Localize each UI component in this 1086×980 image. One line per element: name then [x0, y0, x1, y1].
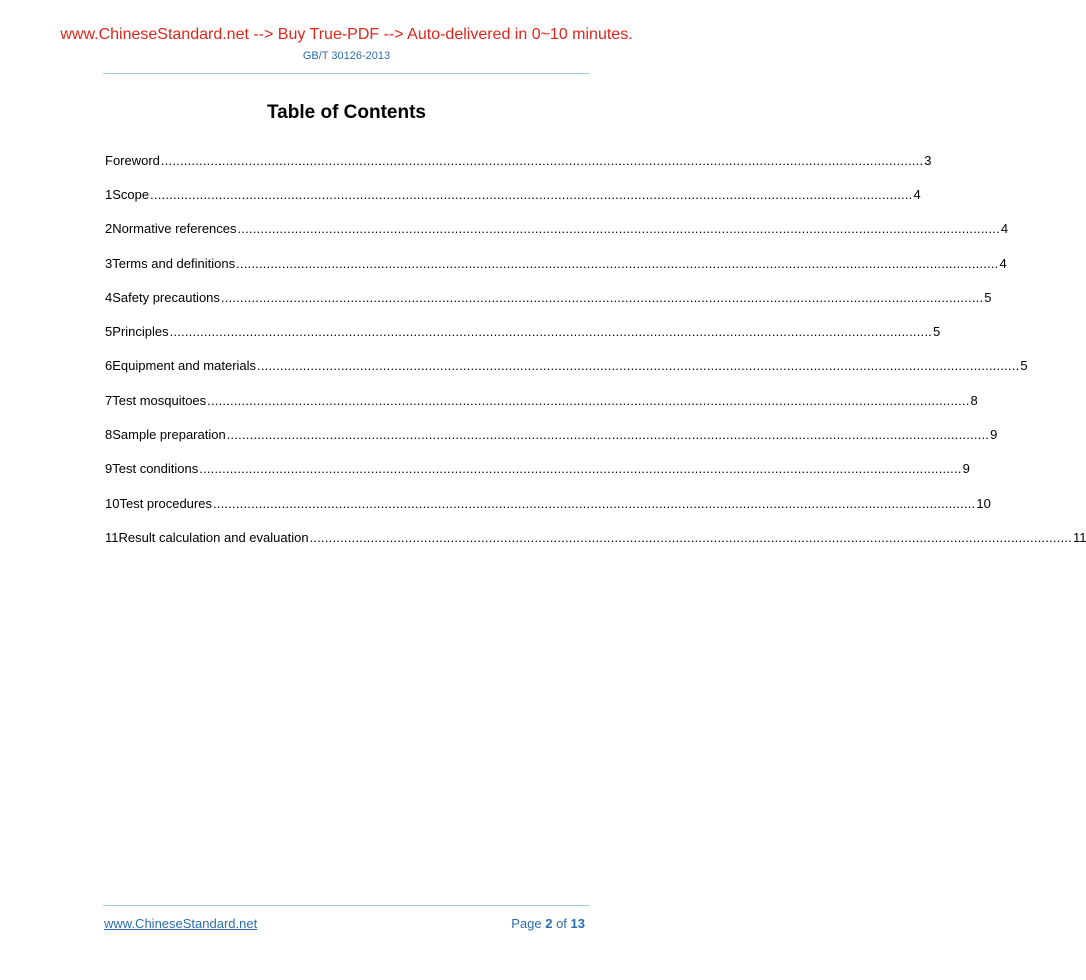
- toc-leader: ........................................................................................................................................................................................................: [309, 529, 1072, 545]
- toc-entry-test-procedures[interactable]: [105, 486, 991, 520]
- toc-entry-sample-preparation[interactable]: [105, 417, 998, 451]
- toc-leader: ........................................................................................................................................................................................................: [199, 461, 962, 477]
- footer-website-link[interactable]: www.ChineseStandard.net: [104, 916, 258, 931]
- toc-label: Test conditions: [112, 461, 199, 477]
- toc-label: Normative references: [112, 221, 237, 237]
- toc-entry-equipment-and-materials[interactable]: [105, 349, 1028, 383]
- toc-number: 10: [105, 495, 120, 511]
- page-of: of: [556, 916, 567, 931]
- toc-label: Scope: [112, 186, 150, 202]
- toc-entry-normative-references[interactable]: [105, 212, 1009, 246]
- toc-number: 3: [105, 255, 113, 271]
- toc-entry-test-conditions[interactable]: [105, 452, 970, 486]
- toc-page: 3: [924, 152, 932, 168]
- toc-leader: ........................................................................................................................................................................................................: [220, 289, 984, 305]
- toc-label: Equipment and materials: [112, 358, 257, 374]
- toc-leader: ........................................................................................................................................................................................................: [236, 255, 999, 271]
- toc-label: Foreword: [105, 152, 160, 168]
- toc-leader: ........................................................................................................................................................................................................: [160, 152, 924, 168]
- toc-entry-terms-and-definitions[interactable]: [105, 246, 1007, 280]
- toc-page: 4: [1000, 221, 1009, 237]
- toc-number: 8: [105, 427, 113, 443]
- header-banner[interactable]: www.ChineseStandard.net --> Buy True-PDF --> Auto-delivered in 0~10 minutes.: [60, 26, 633, 43]
- toc-page: 10: [976, 495, 991, 511]
- toc-number: 2: [105, 221, 113, 237]
- toc-entry-foreword[interactable]: [105, 143, 932, 177]
- toc-entry-principles[interactable]: [105, 314, 941, 348]
- toc-number: 5: [105, 324, 113, 340]
- page-total: 13: [570, 916, 585, 931]
- page-current: 2: [545, 916, 553, 931]
- toc-label: Test procedures: [119, 495, 212, 511]
- page-prefix: Page: [511, 916, 542, 931]
- toc-number: 7: [105, 392, 113, 408]
- toc-page: 5: [1020, 358, 1028, 374]
- table-of-contents: [105, 143, 1086, 555]
- toc-label: Test mosquitoes: [112, 392, 207, 408]
- toc-leader: ........................................................................................................................................................................................................: [237, 221, 1000, 237]
- toc-entry-scope[interactable]: [105, 177, 921, 211]
- toc-leader: ........................................................................................................................................................................................................: [257, 358, 1020, 374]
- toc-page: 11: [1072, 529, 1086, 545]
- toc-number: 9: [105, 461, 113, 477]
- toc-leader: ........................................................................................................................................................................................................: [226, 427, 990, 443]
- toc-label: Terms and definitions: [112, 255, 236, 271]
- document-number: GB/T 30126-2013: [302, 50, 391, 62]
- toc-page: 4: [913, 186, 921, 202]
- toc-entry-result-calculation-and-evaluation[interactable]: [105, 520, 1086, 554]
- footer-divider: [103, 905, 590, 906]
- toc-leader: ........................................................................................................................................................................................................: [169, 324, 932, 340]
- toc-page: 8: [970, 392, 978, 408]
- toc-leader: ........................................................................................................................................................................................................: [207, 392, 970, 408]
- toc-leader: ........................................................................................................................................................................................................: [150, 186, 913, 202]
- toc-label: Safety precautions: [112, 289, 220, 305]
- toc-number: 6: [105, 358, 113, 374]
- toc-label: Result calculation and evaluation: [118, 529, 309, 545]
- toc-number: 4: [105, 289, 113, 305]
- page-title: Table of Contents: [266, 102, 427, 123]
- toc-entry-test-mosquitoes[interactable]: [105, 383, 978, 417]
- toc-page: 4: [999, 255, 1007, 271]
- toc-number: 1: [105, 186, 113, 202]
- toc-label: Sample preparation: [112, 427, 226, 443]
- toc-label: Principles: [112, 324, 169, 340]
- toc-leader: ........................................................................................................................................................................................................: [212, 495, 976, 511]
- header-divider: [103, 73, 590, 74]
- toc-page: 5: [932, 324, 941, 340]
- toc-entry-safety-precautions[interactable]: [105, 280, 992, 314]
- page-indicator: [511, 916, 585, 931]
- toc-page: 9: [962, 461, 970, 477]
- toc-page: 9: [990, 427, 998, 443]
- toc-number: 11: [105, 529, 119, 545]
- toc-page: 5: [984, 289, 992, 305]
